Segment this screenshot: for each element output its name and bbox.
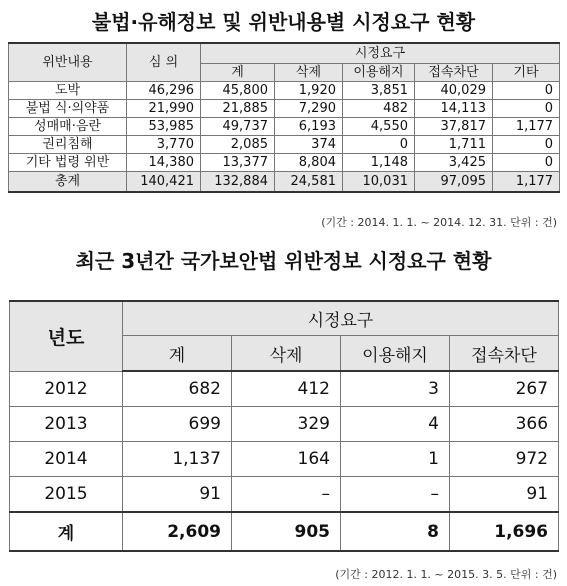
total-cell: 905 <box>232 512 341 551</box>
table-row <box>9 100 560 118</box>
security-law-table <box>9 300 559 552</box>
row-year: 2014 <box>10 442 123 477</box>
table1-note: (기간 : 2014. 1. 1. ~ 2014. 12. 31. 단위 : 건) <box>321 216 557 229</box>
cell: 374 <box>275 136 343 154</box>
violation-table <box>8 42 560 193</box>
total-cell: 2,609 <box>123 512 232 551</box>
cell: 0 <box>493 100 560 118</box>
total-cell: 140,421 <box>127 172 201 193</box>
cell: 972 <box>450 442 559 477</box>
table1-header-row <box>9 43 560 64</box>
row-year: 2013 <box>10 407 123 442</box>
subheader-terminate: 이용해지 <box>343 64 415 82</box>
cell: 4 <box>341 407 450 442</box>
cell: 1,148 <box>343 154 415 172</box>
cell: 0 <box>493 136 560 154</box>
table1-title: 불법·유해정보 및 위반내용별 시정요구 현황 <box>91 10 476 34</box>
table-row <box>10 442 559 477</box>
total-cell: 24,581 <box>275 172 343 193</box>
cell: 7,290 <box>275 100 343 118</box>
subheader-other: 기타 <box>493 64 560 82</box>
total-cell: 10,031 <box>343 172 415 193</box>
cell: 91 <box>450 477 559 513</box>
cell: 14,380 <box>127 154 201 172</box>
table-row <box>9 82 560 100</box>
cell: 0 <box>343 136 415 154</box>
cell: 3,425 <box>415 154 493 172</box>
cell: – <box>232 477 341 513</box>
cell: 1,177 <box>493 118 560 136</box>
cell: 164 <box>232 442 341 477</box>
cell: 267 <box>450 371 559 407</box>
cell: 1,711 <box>415 136 493 154</box>
header-review: 심 의 <box>127 43 201 82</box>
header-correction: 시정요구 <box>201 43 560 64</box>
total-label: 총계 <box>9 172 127 193</box>
cell: 3,851 <box>343 82 415 100</box>
row-category: 도박 <box>9 82 127 100</box>
subheader-total: 계 <box>201 64 275 82</box>
cell: 40,029 <box>415 82 493 100</box>
total-cell: 8 <box>341 512 450 551</box>
row-category: 권리침해 <box>9 136 127 154</box>
header-correction: 시정요구 <box>123 301 559 336</box>
total-cell: 1,696 <box>450 512 559 551</box>
cell: 49,737 <box>201 118 275 136</box>
cell: 0 <box>493 82 560 100</box>
cell: 0 <box>493 154 560 172</box>
cell: 482 <box>343 100 415 118</box>
cell: 53,985 <box>127 118 201 136</box>
subheader-delete: 삭제 <box>275 64 343 82</box>
cell: 3,770 <box>127 136 201 154</box>
cell: 3 <box>341 371 450 407</box>
header-year: 년도 <box>10 301 123 371</box>
total-label: 계 <box>10 512 123 551</box>
row-category: 불법 식·의약품 <box>9 100 127 118</box>
cell: 1 <box>341 442 450 477</box>
cell: 1,137 <box>123 442 232 477</box>
cell: 682 <box>123 371 232 407</box>
cell: 21,990 <box>127 100 201 118</box>
cell: 2,085 <box>201 136 275 154</box>
cell: 366 <box>450 407 559 442</box>
row-year: 2012 <box>10 371 123 407</box>
cell: 8,804 <box>275 154 343 172</box>
table2-header-row <box>10 301 559 336</box>
total-cell: 1,177 <box>493 172 560 193</box>
table-row <box>10 477 559 513</box>
cell: 46,296 <box>127 82 201 100</box>
cell: 6,193 <box>275 118 343 136</box>
cell: 699 <box>123 407 232 442</box>
cell: 45,800 <box>201 82 275 100</box>
total-cell: 132,884 <box>201 172 275 193</box>
row-category: 성매매·음란 <box>9 118 127 136</box>
subheader-block: 접속차단 <box>415 64 493 82</box>
cell: 37,817 <box>415 118 493 136</box>
table2-total-row <box>10 512 559 551</box>
cell: 14,113 <box>415 100 493 118</box>
cell: 91 <box>123 477 232 513</box>
cell: 13,377 <box>201 154 275 172</box>
row-year: 2015 <box>10 477 123 513</box>
subheader-block: 접속차단 <box>450 336 559 372</box>
subheader-delete: 삭제 <box>232 336 341 372</box>
subheader-total: 계 <box>123 336 232 372</box>
total-cell: 97,095 <box>415 172 493 193</box>
table-row <box>10 407 559 442</box>
cell: 329 <box>232 407 341 442</box>
table-row <box>9 118 560 136</box>
header-category: 위반내용 <box>9 43 127 82</box>
cell: – <box>341 477 450 513</box>
subheader-terminate: 이용해지 <box>341 336 450 372</box>
cell: 4,550 <box>343 118 415 136</box>
cell: 1,920 <box>275 82 343 100</box>
row-category: 기타 법령 위반 <box>9 154 127 172</box>
table1-total-row <box>9 172 560 193</box>
table-row <box>9 154 560 172</box>
cell: 412 <box>232 371 341 407</box>
cell: 21,885 <box>201 100 275 118</box>
table2-title: 최근 3년간 국가보안법 위반정보 시정요구 현황 <box>75 249 492 273</box>
table-row <box>9 136 560 154</box>
table2-note: (기간 : 2012. 1. 1. ~ 2015. 3. 5. 단위 : 건) <box>335 568 557 581</box>
table-row <box>10 371 559 407</box>
